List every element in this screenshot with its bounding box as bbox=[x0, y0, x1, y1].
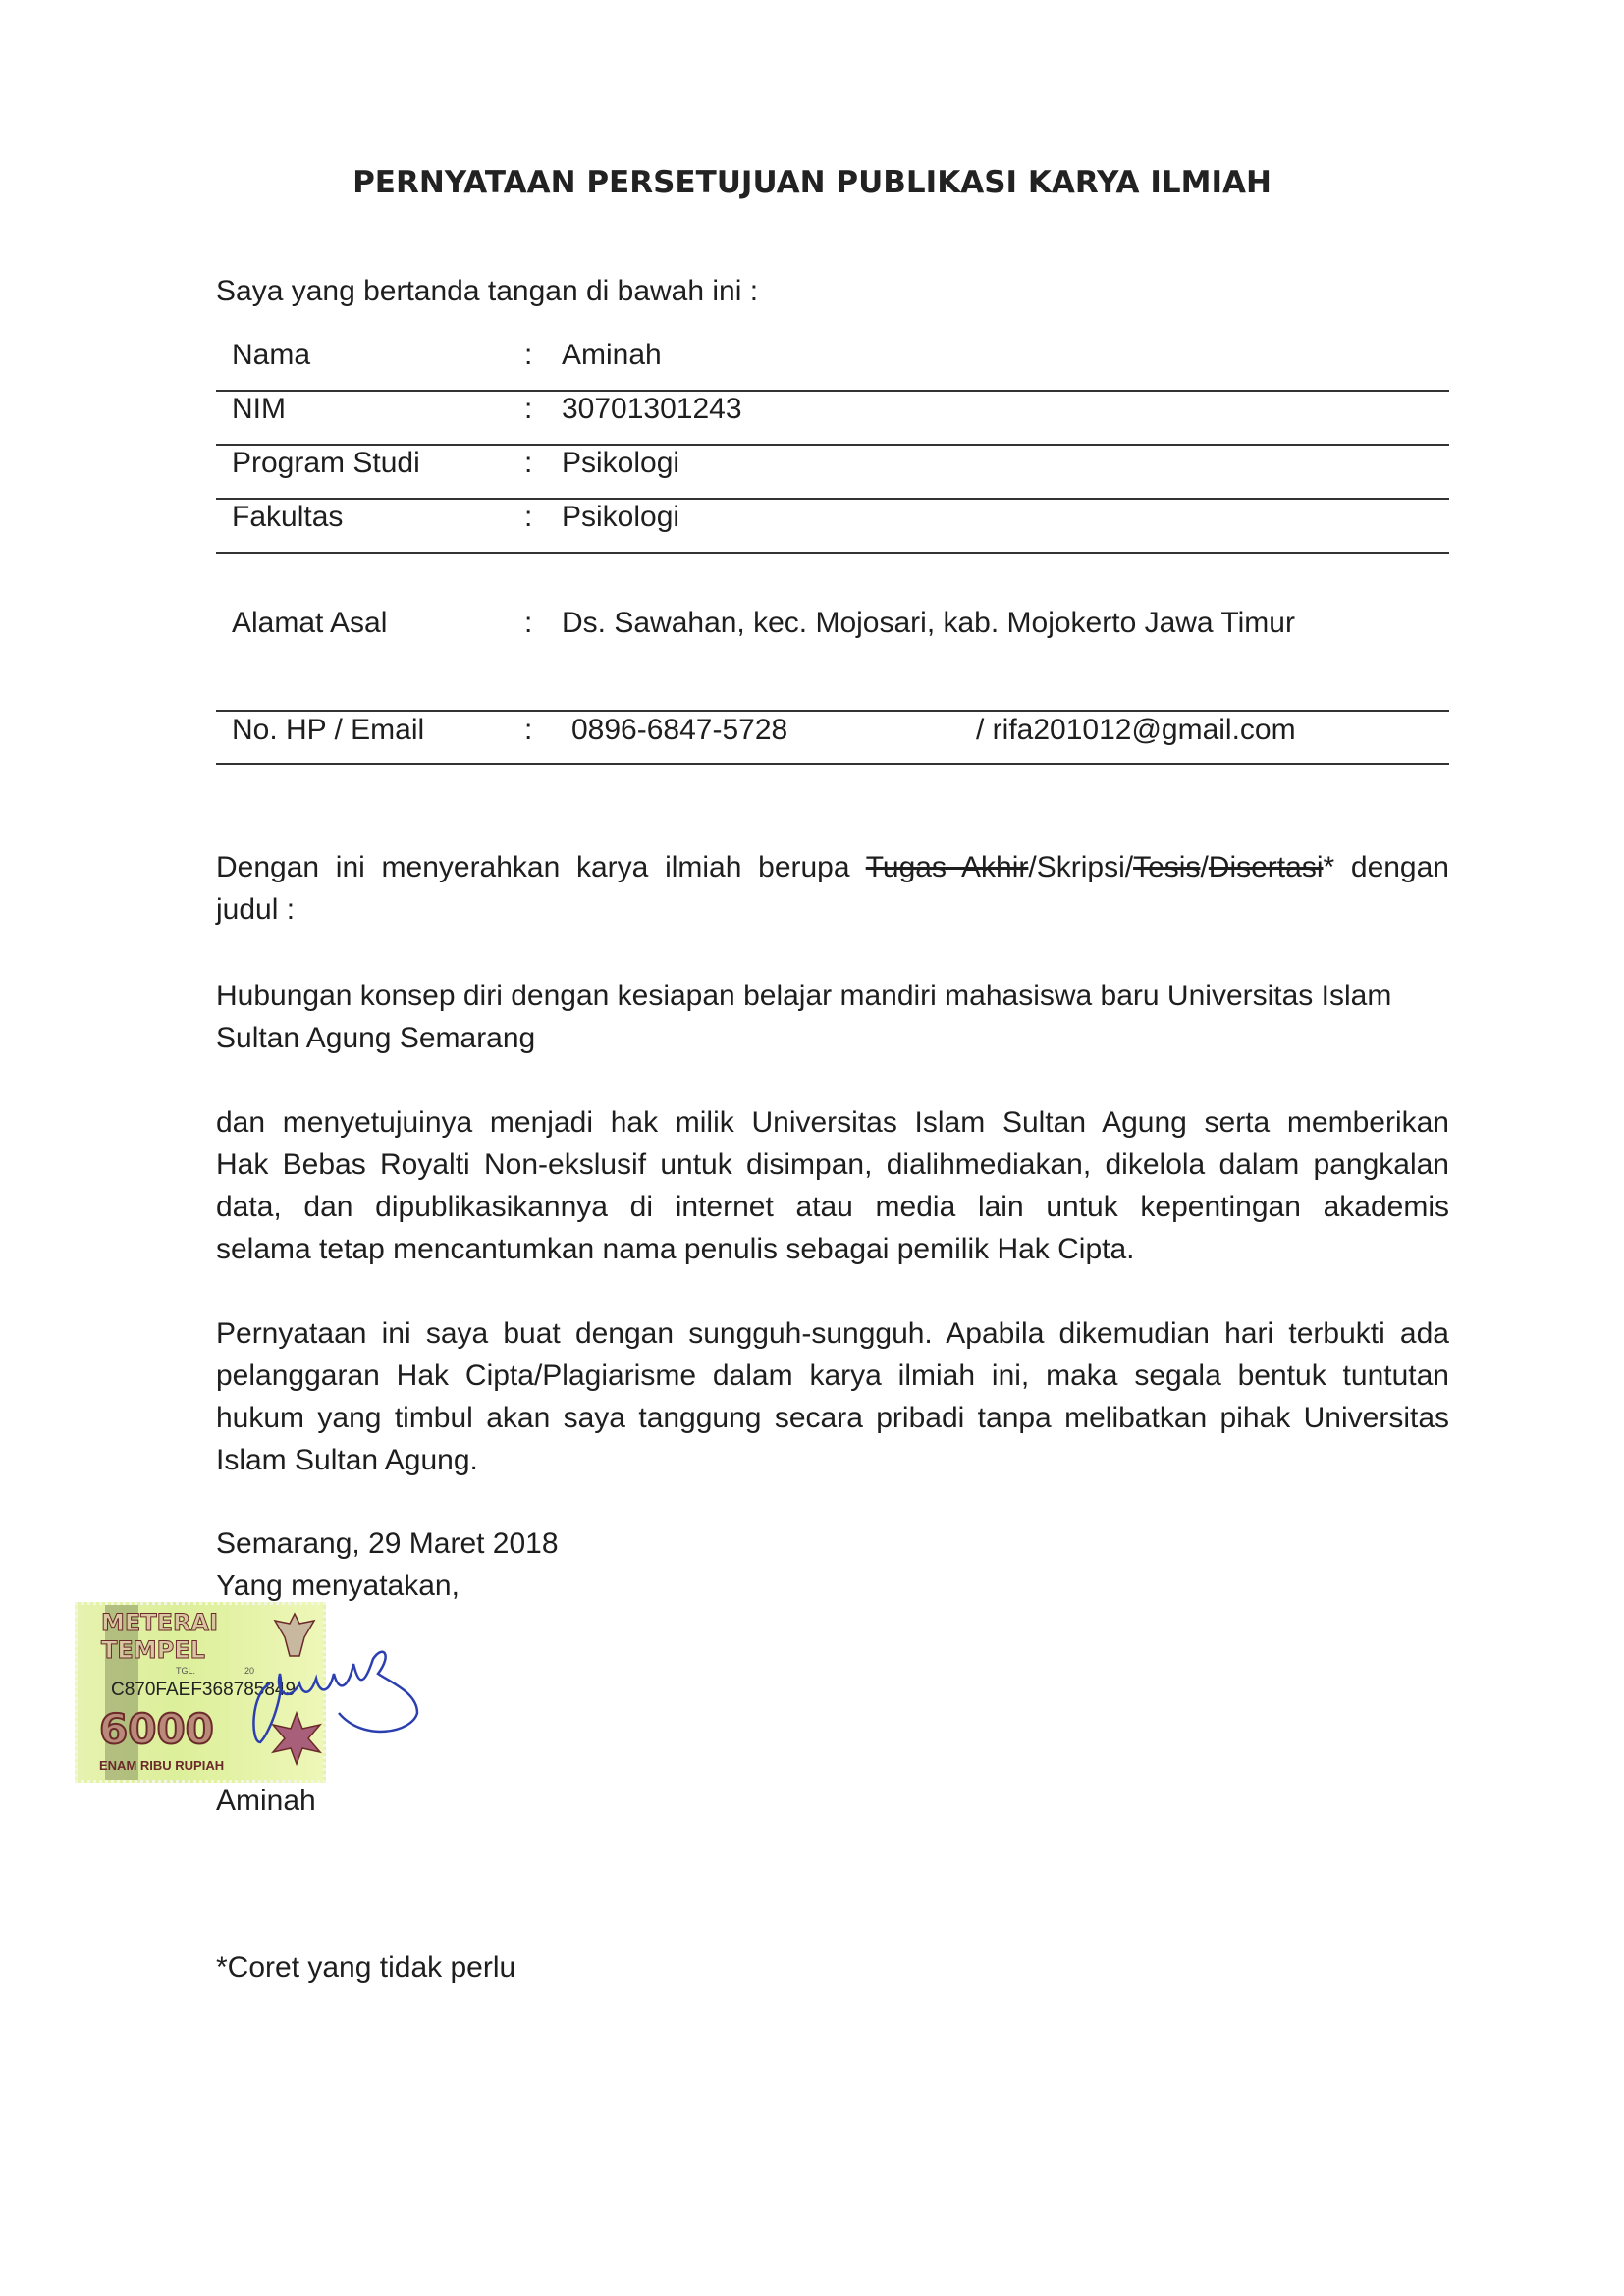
option-disertasi: Disertasi bbox=[1208, 851, 1324, 883]
colon: : bbox=[524, 447, 533, 479]
field-label-program-studi: Program Studi bbox=[232, 447, 420, 479]
footnote: *Coret yang tidak perlu bbox=[216, 1951, 516, 1984]
submission-paragraph bbox=[216, 846, 1449, 931]
thesis-title-line: Sultan Agung Semarang bbox=[216, 1022, 536, 1054]
divider bbox=[216, 444, 1449, 446]
field-value-nim: 30701301243 bbox=[562, 393, 742, 425]
signature bbox=[245, 1634, 471, 1772]
place-date: Semarang, 29 Maret 2018 bbox=[216, 1527, 559, 1560]
colon: : bbox=[524, 714, 533, 746]
paragraph-line: Hak Bebas Royalti Non-ekslusif untuk disimpan, dialihmediakan, dikelola dalam pangkalan bbox=[216, 1148, 1449, 1181]
signer-name: Aminah bbox=[216, 1785, 316, 1817]
colon: : bbox=[524, 393, 533, 425]
closing-text: Yang menyatakan, bbox=[216, 1570, 460, 1602]
field-value-phone: 0896-6847-5728 bbox=[571, 714, 788, 746]
stamp-code: C870FAEF368785849 bbox=[111, 1680, 297, 1700]
divider bbox=[216, 498, 1449, 500]
rights-paragraph bbox=[216, 1101, 1449, 1270]
separator: / bbox=[1028, 851, 1037, 883]
field-label-fakultas: Fakultas bbox=[232, 501, 344, 533]
stamp-year: 20 bbox=[244, 1666, 255, 1676]
document-title: PERNYATAAN PERSETUJUAN PUBLIKASI KARYA ILMIAH bbox=[352, 165, 1272, 200]
option-tugas-akhir: Tugas Akhir bbox=[865, 851, 1029, 883]
stamp-title-line: TEMPEL bbox=[101, 1636, 205, 1664]
paragraph-line: hukum yang timbul akan saya tanggung secara pribadi tanpa melibatkan pihak Universitas bbox=[216, 1402, 1449, 1434]
field-label-nim: NIM bbox=[232, 393, 286, 425]
colon: : bbox=[524, 339, 533, 371]
stamp-date-label: TGL. bbox=[176, 1666, 196, 1676]
option-skripsi: Skripsi bbox=[1036, 851, 1125, 883]
field-label-contact: No. HP / Email bbox=[232, 714, 425, 746]
divider bbox=[216, 710, 1449, 712]
field-value-alamat: Ds. Sawahan, kec. Mojosari, kab. Mojokerto Jawa Timur bbox=[562, 607, 1295, 639]
stamp-value: 6000 bbox=[99, 1705, 214, 1753]
intro-text: Saya yang bertanda tangan di bawah ini : bbox=[216, 275, 759, 307]
statement-paragraph bbox=[216, 1312, 1449, 1481]
thesis-title bbox=[216, 975, 1449, 1059]
field-label-alamat: Alamat Asal bbox=[232, 607, 388, 639]
stamp-title-line: METERAI bbox=[101, 1609, 219, 1636]
separator: / bbox=[1200, 851, 1209, 883]
paragraph-line: Islam Sultan Agung. bbox=[216, 1444, 478, 1476]
paragraph-line: pelanggaran Hak Cipta/Plagiarisme dalam karya ilmiah ini, maka segala bentuk tuntutan bbox=[216, 1360, 1449, 1392]
paragraph-line: selama tetap mencantumkan nama penulis sebagai pemilik Hak Cipta. bbox=[216, 1233, 1135, 1265]
submission-prefix: Dengan ini menyerahkan karya ilmiah berupa bbox=[216, 851, 850, 883]
paragraph-line: dan menyetujuinya menjadi hak milik Universitas Islam Sultan Agung serta memberikan bbox=[216, 1106, 1449, 1139]
field-value-fakultas: Psikologi bbox=[562, 501, 680, 533]
option-tesis: Tesis bbox=[1133, 851, 1201, 883]
field-value-email: / rifa201012@gmail.com bbox=[976, 714, 1296, 746]
separator: / bbox=[1124, 851, 1134, 883]
submission-suffix: * dengan bbox=[1323, 851, 1449, 883]
paragraph-line: Pernyataan ini saya buat dengan sungguh-sungguh. Apabila dikemudian hari terbukti ada bbox=[216, 1317, 1449, 1350]
field-value-program-studi: Psikologi bbox=[562, 447, 680, 479]
stamp-title bbox=[101, 1609, 218, 1664]
divider bbox=[216, 763, 1449, 765]
thesis-title-line: Hubungan konsep diri dengan kesiapan belajar mandiri mahasiswa baru Universitas Islam bbox=[216, 980, 1392, 1012]
field-label-nama: Nama bbox=[232, 339, 311, 371]
paragraph-line: data, dan dipublikasikannya di internet atau media lain untuk kepentingan akademis bbox=[216, 1191, 1449, 1223]
divider bbox=[216, 390, 1449, 392]
colon: : bbox=[524, 607, 533, 639]
divider bbox=[216, 552, 1449, 554]
field-value-nama: Aminah bbox=[562, 339, 662, 371]
colon: : bbox=[524, 501, 533, 533]
stamp-value-words: ENAM RIBU RUPIAH bbox=[99, 1758, 225, 1773]
submission-line2: judul : bbox=[216, 893, 296, 926]
